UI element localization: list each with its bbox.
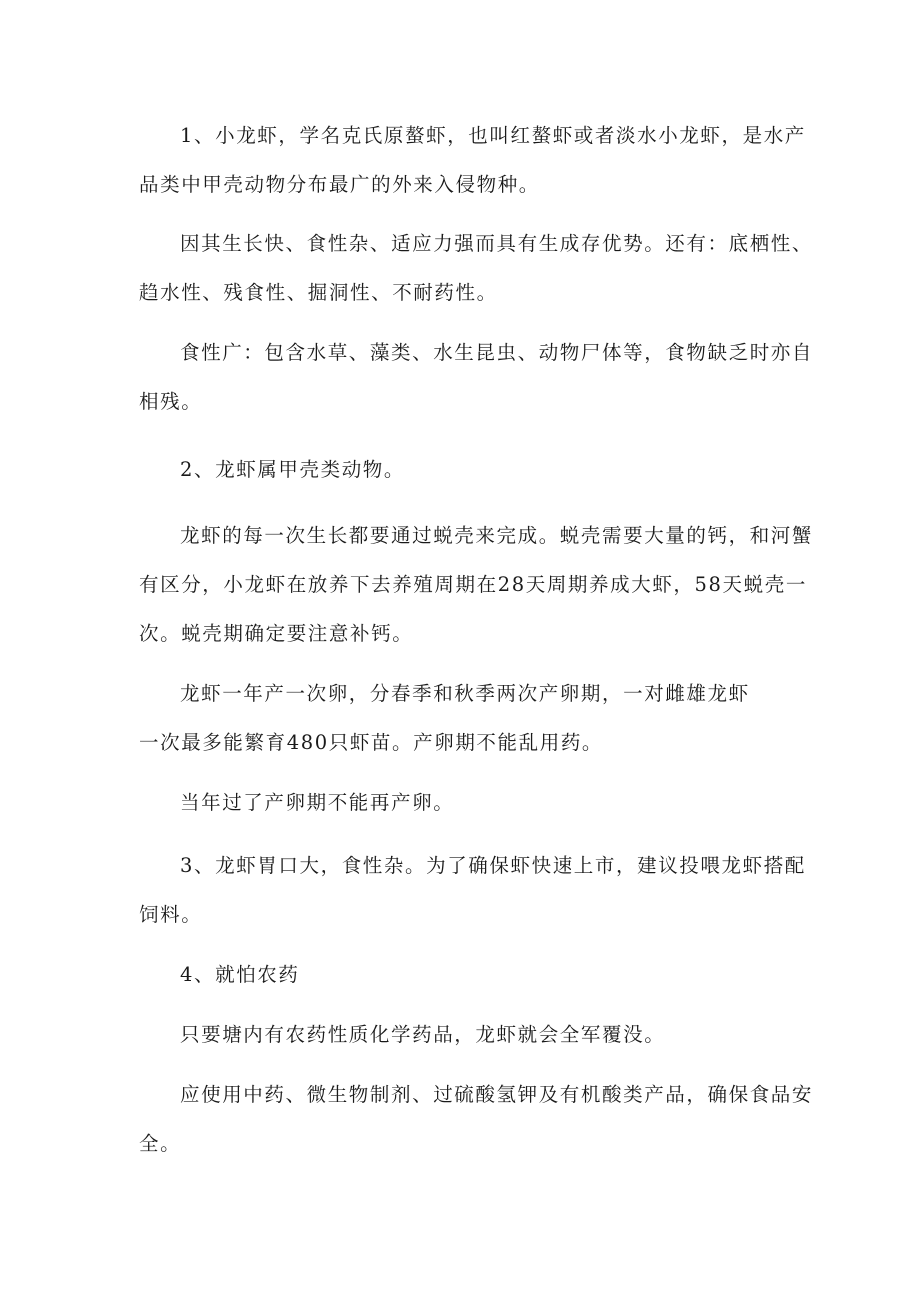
paragraph-2-line-1: 因其生长快、食性杂、适应力强而具有生成存优势。还有：底栖性、: [180, 232, 814, 255]
paragraph-9-line-1: 4、就怕农药: [180, 963, 300, 986]
paragraph-1-line-1: 1、小龙虾，学名克氏原螯虾，也叫红螯虾或者淡水小龙虾，是水产: [180, 124, 806, 147]
paragraph-3-line-1: 食性广：包含水草、藻类、水生昆虫、动物尸体等，食物缺乏时亦自: [180, 341, 814, 364]
paragraph-11-line-2: 全。: [139, 1132, 182, 1155]
paragraph-10-line-1: 只要塘内有农药性质化学药品，龙虾就会全军覆没。: [180, 1023, 666, 1046]
paragraph-3-line-2: 相残。: [139, 390, 203, 413]
paragraph-6-line-1: 龙虾一年产一次卵，分春季和秋季两次产卵期，一对雌雄龙虾: [180, 682, 750, 705]
paragraph-4-line-1: 2、龙虾属甲壳类动物。: [180, 458, 406, 481]
paragraph-1-line-2: 品类中甲壳动物分布最广的外来入侵物种。: [139, 173, 540, 196]
paragraph-5-line-1: 龙虾的每一次生长都要通过蜕壳来完成。蜕壳需要大量的钙，和河蟹: [180, 524, 814, 547]
paragraph-7-line-1: 当年过了产卵期不能再产卵。: [180, 791, 455, 814]
paragraph-11-line-1: 应使用中药、微生物制剂、过硫酸氢钾及有机酸类产品，确保食品安: [180, 1083, 814, 1106]
paragraph-8-line-2: 饲料。: [139, 903, 203, 926]
paragraph-5-line-3: 次。蜕壳期确定要注意补钙。: [139, 622, 414, 645]
paragraph-6-line-2: 一次最多能繁育480只虾苗。产卵期不能乱用药。: [139, 731, 604, 754]
paragraph-8-line-1: 3、龙虾胃口大，食性杂。为了确保虾快速上市，建议投喂龙虾搭配: [180, 854, 806, 877]
paragraph-2-line-2: 趋水性、残食性、掘洞性、不耐药性。: [139, 281, 498, 304]
paragraph-5-line-2: 有区分，小龙虾在放养下去养殖周期在28天周期养成大虾，58天蜕壳一: [139, 573, 807, 596]
